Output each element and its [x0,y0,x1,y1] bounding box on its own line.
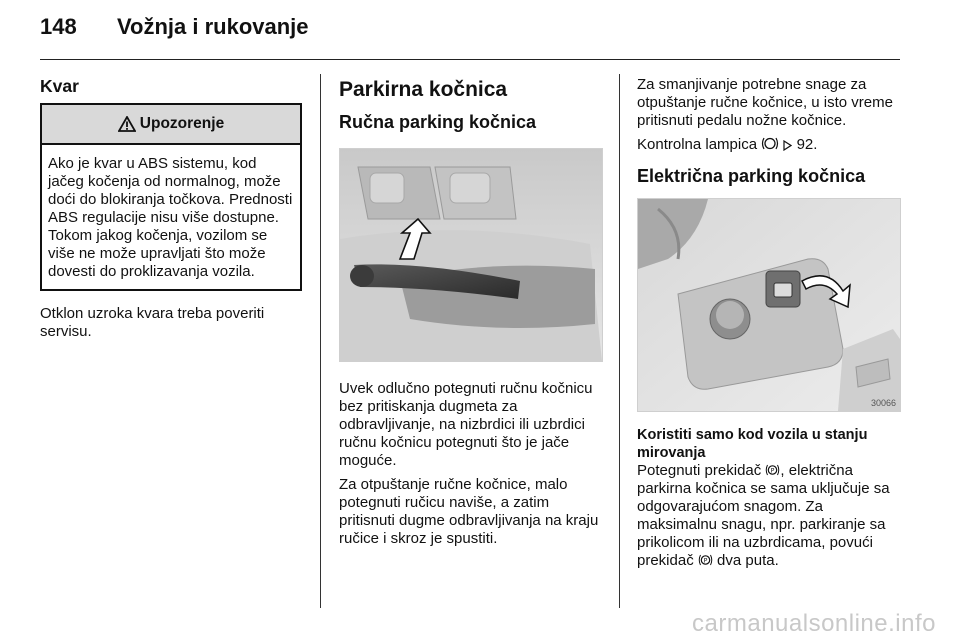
warning-box [40,103,302,291]
para-1: Uvek odlučno potegnuti ručnu kočnicu bez pritiskanja dugmeta za odbravljivanje, na nizbrdici ili uzbrdici ručnu kočnicu potegnuti što je jače moguće. [339,380,593,469]
warning-triangle-icon [118,116,136,132]
para-1: Za smanjivanje potrebne snage za otpuštanje ručne kočnice, u isto vreme pritisnuti pedalu nožne kočnice. [637,76,893,129]
para-2-b: , električna parkirna kočnica se sama uključuje sa odgovarajućom snagom. Za maksimalnu snagu, npr. parkiranje sa prikolicom ili na uzbrdicama, povući prekidač [637,462,890,569]
handbrake-photo [339,148,603,362]
chapter-title: Vožnja i rukovanje [117,14,309,39]
lamp-text: Kontrolna lampica [637,136,758,153]
handbrake-illustration [340,149,602,361]
section-title-kvar: Kvar [40,76,79,96]
warning-header [42,105,300,145]
epb-switch-icon-2 [698,553,713,567]
watermark: carmanualsonline.info [692,610,936,637]
svg-text:P: P [703,557,708,565]
epb-photo [637,198,901,412]
column-3 [637,76,901,576]
para-2-a: Potegnuti prekidač [637,462,762,479]
column-divider-1 [320,74,321,608]
para-2 [637,462,901,570]
subtitle-rucna: Ručna parking kočnica [339,112,537,132]
epb-switch-illustration [638,199,900,411]
header-rule [40,59,900,60]
para-2-c: dva puta. [712,552,779,569]
svg-text:P: P [771,467,775,475]
brake-warning-lamp-icon [761,136,779,151]
subtitle-elektricna: Električna parking kočnica [637,166,866,186]
lamp-line [637,136,901,154]
figure-number: 30066 [870,398,896,408]
warning-text: Ako je kvar u ABS sistemu, kod jačeg kočenja od normalnog, može doći do blokiranja točkova. Prednosti ABS regulacije nisu više dostupne. Tokom jakog kočenja, vozilom se više ne može upravljati što može dovesti do proklizavanja vozila. [48,155,293,280]
run-in-heading: Koristiti samo kod vozila u stanju mirovanja [637,427,868,461]
warning-body [42,145,300,289]
lamp-page-ref: 92. [796,136,818,153]
warning-title: Upozorenje [139,115,225,132]
page-reference-arrow-icon [783,140,792,151]
page-number: 148 [40,14,77,39]
body-text: Otklon uzroka kvara treba poveriti servisu. [40,305,265,340]
column-divider-2 [619,74,620,608]
para-2: Za otpuštanje ručne kočnice, malo potegnuti ručicu naviše, a zatim pritisnuti dugme odbravljivanja na kraju ručice i skroz je spustiti. [339,476,599,547]
column-2 [339,76,603,554]
column-1 [40,76,302,347]
epb-switch-icon [765,463,780,477]
section-title-parkirna: Parkirna kočnica [339,78,508,101]
